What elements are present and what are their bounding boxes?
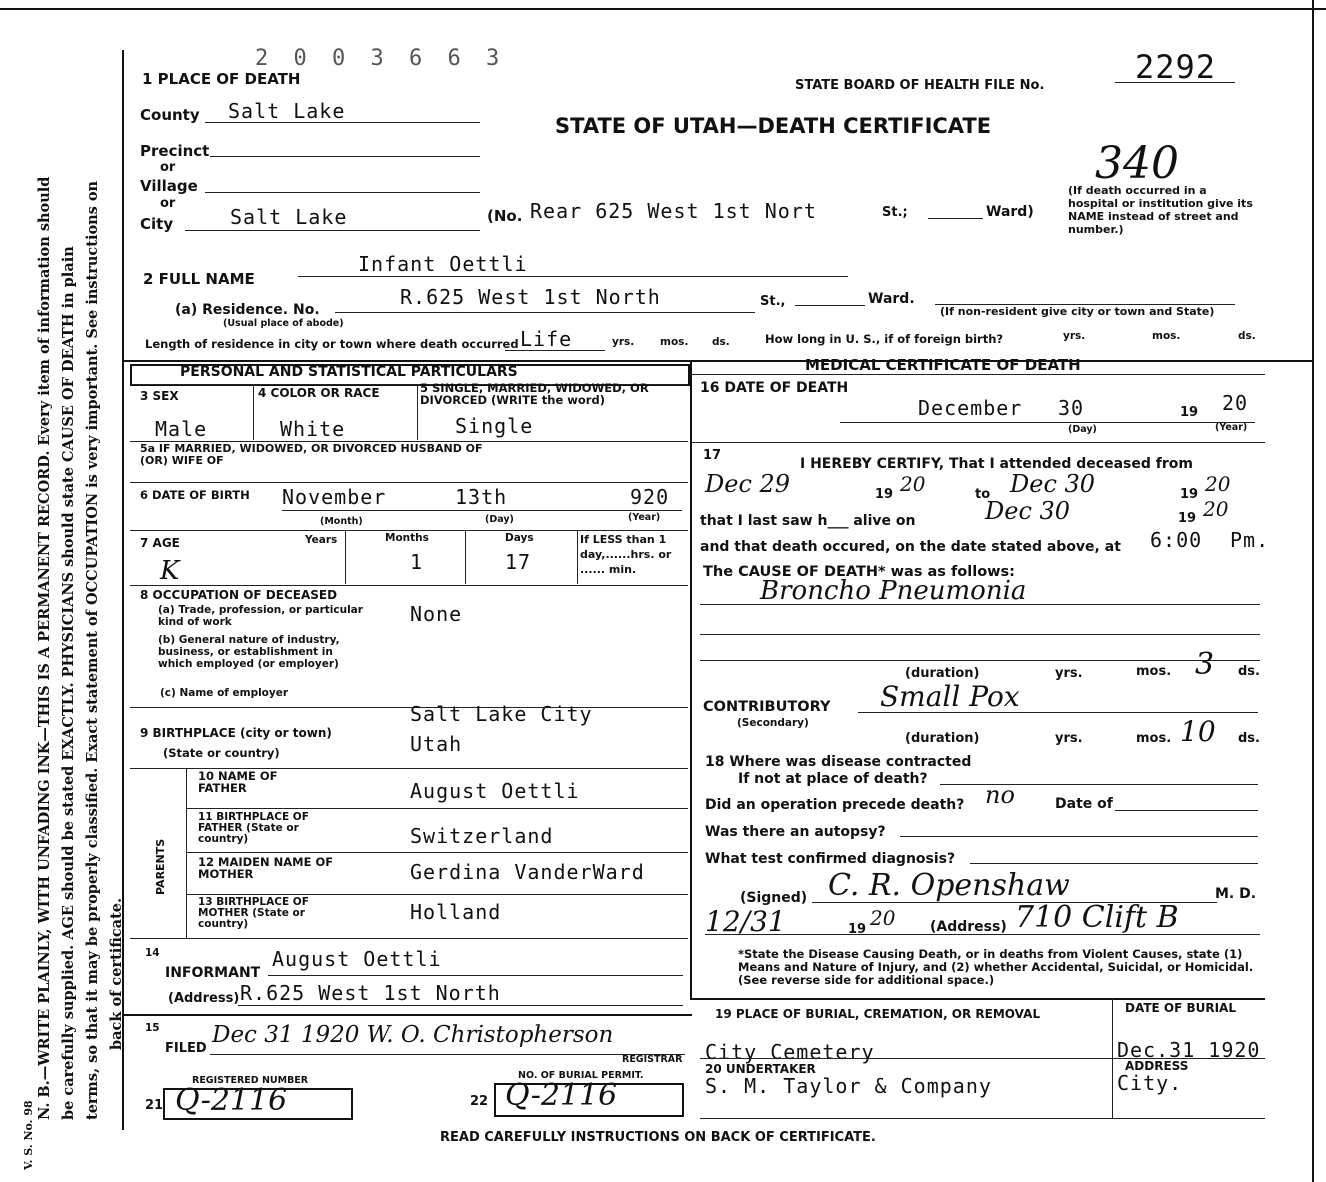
side-note-line-1: N. B.—WRITE PLAINLY, WITH UNFADING INK—THIS IS A PERMANENT RECORD. Every item of information should [36, 176, 53, 1120]
dod-year: 20 [1222, 391, 1249, 415]
city-value: Salt Lake [230, 205, 348, 229]
birthplace-state: Utah [410, 732, 463, 756]
top-border [0, 8, 1326, 10]
burial-place: City Cemetery [705, 1040, 875, 1064]
cause-duration: 3 [1195, 647, 1215, 682]
full-name-value: Infant Oettli [358, 252, 528, 276]
sex-value: Male [155, 417, 208, 441]
father-birthplace: Switzerland [410, 824, 554, 848]
contributory-duration: 10 [1180, 715, 1216, 748]
side-note-line-3: terms, so that it may be properly classified. Exact statement of OCCUPATION is very important. See instructions on [84, 180, 101, 1120]
birthplace-city: Salt Lake City [410, 702, 593, 726]
county-value: Salt Lake [228, 99, 346, 123]
age-years: K [160, 556, 180, 586]
age-months: 1 [410, 550, 424, 574]
dob-year: 920 [630, 485, 670, 509]
signature-date: 12/31 [705, 905, 786, 938]
center-divider [690, 360, 692, 1000]
footer-instruction: READ CAREFULLY INSTRUCTIONS ON BACK OF CERTIFICATE. [440, 1130, 876, 1145]
father-name: August Oettli [410, 779, 580, 803]
operation-value: no [985, 781, 1015, 809]
personal-header: PERSONAL AND STATISTICAL PARTICULARS [180, 364, 518, 380]
attended-to: Dec 30 [1010, 470, 1096, 498]
city-label: City [140, 215, 174, 233]
stamp-number: 2 0 0 3 6 6 3 [255, 46, 506, 71]
mother-birthplace: Holland [410, 900, 502, 924]
file-no-label: STATE BOARD OF HEALTH FILE No. [795, 78, 1045, 93]
vs-number: V. S. No. 98 [22, 1100, 35, 1170]
residence-value: R.625 West 1st North [400, 285, 661, 309]
burial-permit-number: Q-2116 [505, 1078, 618, 1113]
physician-signature: C. R. Openshaw [828, 868, 1070, 903]
informant-address: R.625 West 1st North [240, 981, 501, 1005]
side-note-line-4: back of certificate. [108, 897, 125, 1050]
county-label: County [140, 106, 200, 124]
undertaker-name: S. M. Taylor & Company [705, 1074, 992, 1098]
marital-value: Single [455, 414, 534, 438]
precinct-label: Precinct [140, 142, 210, 160]
mother-name: Gerdina VanderWard [410, 860, 645, 884]
hospital-note: (If death occurred in a hospital or institution give its NAME instead of street and number.) [1068, 184, 1253, 236]
attended-from: Dec 29 [705, 470, 791, 498]
informant-name: August Oettli [272, 947, 442, 971]
dob-month: November [282, 485, 387, 509]
village-label: Village [140, 177, 198, 195]
cause-label: The CAUSE OF DEATH* was as follows: [703, 564, 1015, 580]
physician-address: 710 Clift B [1015, 900, 1179, 935]
cause-of-death: Broncho Pneumonia [760, 576, 1027, 606]
burial-date: Dec.31 1920 [1117, 1038, 1261, 1062]
last-saw-date: Dec 30 [985, 497, 1071, 525]
certificate-title: STATE OF UTAH—DEATH CERTIFICATE [555, 114, 992, 138]
filed-signature: Dec 31 1920 W. O. Christopherson [212, 1022, 614, 1048]
registration-number: 340 [1095, 138, 1179, 189]
file-number: 2292 [1135, 48, 1217, 86]
length-of-residence-label: Length of residence in city or town where death occurred [145, 337, 519, 351]
dod-month: December [918, 396, 1023, 420]
dod-day: 30 [1058, 396, 1085, 420]
death-time: 6:00 [1150, 528, 1203, 552]
undertaker-address: City. [1117, 1071, 1183, 1095]
medical-header: MEDICAL CERTIFICATE OF DEATH [805, 356, 1081, 374]
color-value: White [280, 417, 346, 441]
right-border [1312, 0, 1314, 1182]
occupation-value: None [410, 602, 463, 626]
place-of-death-label: 1 PLACE OF DEATH [142, 70, 301, 88]
side-note-line-2: be carefully supplied. AGE should be stated EXACTLY. PHYSICIANS should state CAUSE OF DEATH in plain [60, 246, 77, 1120]
street-value: Rear 625 West 1st Nort [530, 199, 817, 223]
parents-label: PARENTS [154, 838, 167, 895]
dob-day: 13th [455, 485, 508, 509]
age-days: 17 [505, 550, 532, 574]
length-value: Life [520, 327, 573, 351]
registered-number: Q-2116 [175, 1083, 288, 1118]
full-name-label: 2 FULL NAME [143, 270, 255, 288]
cause-footnote: *State the Disease Causing Death, or in deaths from Violent Causes, state (1) Means and Nature of Injury, and (2) whether Accidental, Suicidal, or Homicidal. (See reverse side for additional space.) [738, 947, 1254, 987]
contributory-cause: Small Pox [880, 680, 1020, 713]
